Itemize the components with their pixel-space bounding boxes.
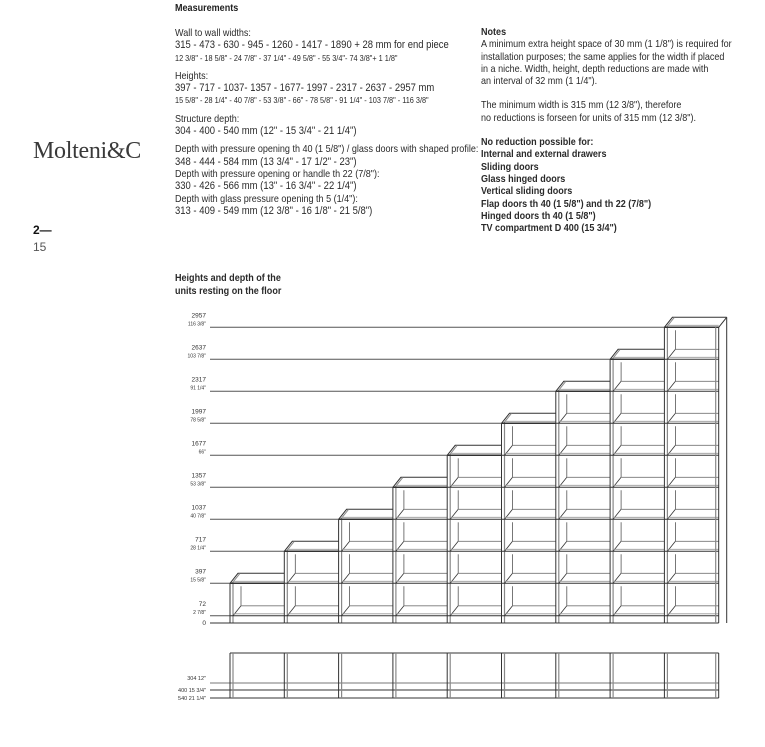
bookcase-unit — [664, 317, 726, 623]
notes-line: installation purposes; the same applies for the width if placed — [481, 50, 725, 63]
no-reduction-item: Flap doors th 40 (1 5/8") and th 22 (7/8") — [481, 197, 652, 210]
compartment-edge — [505, 477, 513, 487]
height-label-mm: 717 — [195, 536, 206, 544]
notes-title: Notes — [481, 26, 507, 38]
elevation-diagram — [0, 312, 765, 640]
bookcase-unit — [284, 541, 338, 623]
height-label-in: 78 5/8" — [190, 417, 206, 424]
unit-top-edge — [341, 509, 349, 519]
unit-top — [610, 349, 664, 359]
compartment-edge — [559, 509, 567, 519]
unit-top-edge — [395, 477, 403, 487]
measurements-block — [175, 27, 478, 217]
bookcase-unit — [393, 477, 447, 623]
height-label-mm: 1357 — [191, 472, 206, 480]
depth-label: 400 15 3/4" — [178, 688, 206, 694]
compartment-edge — [505, 445, 513, 455]
bookcase-unit — [556, 381, 610, 623]
compartment-edge — [505, 509, 513, 519]
no-reduction-item: Internal and external drawers — [481, 148, 607, 161]
height-reference-lines — [210, 327, 672, 623]
compartment-edge — [613, 541, 621, 551]
height-label-mm: 72 — [198, 600, 206, 608]
unit-top — [447, 445, 501, 455]
compartment-edge — [450, 606, 458, 616]
compartment-edge — [667, 509, 675, 519]
notes-line: The minimum width is 315 mm (12 3/8"), therefore — [481, 99, 682, 112]
compartment-edge — [667, 573, 675, 583]
compartment-edge — [342, 541, 350, 551]
compartment-edge — [342, 573, 350, 583]
compartment-edge — [559, 573, 567, 583]
unit-top-edge — [449, 445, 457, 455]
compartment-edge — [613, 573, 621, 583]
unit-top-edge — [666, 317, 674, 327]
compartment-edge — [450, 541, 458, 551]
no-reduction-item: Glass hinged doors — [481, 172, 566, 185]
depth-plan-diagram — [0, 645, 765, 705]
compartment-edge — [667, 445, 675, 455]
compartment-edge — [667, 541, 675, 551]
height-labels — [188, 312, 207, 627]
no-reduction-item: Sliding doors — [481, 160, 539, 173]
unit-top — [339, 509, 393, 519]
compartment-edge — [396, 573, 404, 583]
compartment-edge — [396, 541, 404, 551]
notes-line: in a niche. Width, height, depth reductions are made with — [481, 62, 709, 75]
compartment-edge — [505, 573, 513, 583]
no-reduction-item: Hinged doors th 40 (1 5/8") — [481, 209, 596, 222]
bookcase-unit — [230, 573, 284, 623]
unit-top-edge — [558, 381, 566, 391]
depth-handle22-value: 330 - 426 - 566 mm (13" - 16 3/4" - 22 1/4") — [175, 180, 357, 193]
bookcase-units — [230, 317, 727, 623]
height-label-in: 91 1/4" — [190, 385, 206, 392]
compartment-edge — [667, 606, 675, 616]
height-label-mm: 397 — [195, 568, 206, 576]
widths-mm: 315 - 473 - 630 - 945 - 1260 - 1417 - 1890 + 28 mm for end piece — [175, 39, 449, 52]
notes-line: A minimum extra height space of 30 mm (1 1/8") is required for — [481, 38, 732, 51]
height-label-in: 103 7/8" — [187, 353, 206, 360]
compartment-edge — [505, 606, 513, 616]
notes-line: an interval of 32 mm (1 1/4"). — [481, 75, 598, 88]
heights-label: Heights: — [175, 69, 209, 82]
compartment-edge — [396, 509, 404, 519]
unit-top — [502, 413, 556, 423]
height-label-mm: 1997 — [191, 408, 206, 416]
unit-top — [393, 477, 447, 487]
depth-glass5-label: Depth with glass pressure opening th 5 (1/4"): — [175, 192, 358, 205]
measurements-title: Measurements — [175, 2, 239, 14]
compartment-edge — [559, 606, 567, 616]
no-reduction-item: Vertical sliding doors — [481, 185, 573, 198]
structure-depth-label: Structure depth: — [175, 112, 240, 125]
bookcase-unit — [610, 349, 664, 623]
page-number: 15 — [33, 240, 47, 254]
unit-top — [230, 573, 284, 583]
compartment-edge — [613, 606, 621, 616]
compartment-edge — [505, 541, 513, 551]
no-reduction-item: TV compartment D 400 (15 3/4") — [481, 222, 617, 235]
height-label-mm: 2317 — [191, 376, 206, 384]
heights-in: 15 5/8" - 28 1/4" - 40 7/8" - 53 3/8" - 66" - 78 5/8" - 91 1/4" - 103 7/8" - 116 3/8" — [175, 95, 429, 106]
compartment-edge — [667, 349, 675, 359]
plan-units — [210, 653, 719, 698]
depth-pressure40-value: 348 - 444 - 584 mm (13 3/4" - 17 1/2" - 23") — [175, 155, 357, 168]
depth-pressure40-label: Depth with pressure opening th 40 (1 5/8") / glass doors with shaped profile: — [175, 143, 479, 156]
height-label-in: 15 5/8" — [190, 577, 206, 584]
compartment-edge — [667, 477, 675, 487]
heights-mm: 397 - 717 - 1037- 1357 - 1677- 1997 - 2317 - 2637 - 2957 mm — [175, 82, 435, 95]
section-number: 2— — [33, 223, 52, 237]
compartment-edge — [613, 509, 621, 519]
compartment-edge — [450, 573, 458, 583]
height-label-in: 28 1/4" — [190, 545, 206, 552]
compartment-edge — [559, 445, 567, 455]
unit-top-edge — [286, 541, 294, 551]
compartment-edge — [613, 477, 621, 487]
height-label-in: 66" — [198, 449, 206, 456]
compartment-edge — [233, 606, 241, 616]
height-label-mm: 1677 — [191, 440, 206, 448]
compartment-edge — [559, 477, 567, 487]
height-label-in: 116 3/8" — [187, 321, 206, 328]
compartment-edge — [559, 541, 567, 551]
height-label-mm: 0 — [202, 620, 206, 627]
compartment-edge — [613, 381, 621, 391]
height-label-in: 40 7/8" — [190, 513, 206, 520]
no-reduction-title: No reduction possible for: — [481, 136, 594, 149]
compartment-edge — [287, 606, 295, 616]
brand-logo: Molteni&C — [33, 138, 141, 164]
compartment-edge — [287, 573, 295, 583]
unit-top-edge — [612, 349, 620, 359]
widths-label: Wall to wall widths: — [175, 27, 251, 39]
unit-top-edge — [719, 317, 727, 327]
notes-block — [481, 26, 732, 234]
depth-handle22-label: Depth with pressure opening or handle th 22 (7/8"): — [175, 167, 380, 180]
depth-label: 304 12" — [187, 676, 206, 682]
unit-top — [284, 541, 338, 551]
compartment-edge — [613, 445, 621, 455]
bookcase-unit — [447, 445, 501, 623]
unit-top-edge — [504, 413, 512, 423]
compartment-edge — [450, 477, 458, 487]
depth-glass5-value: 313 - 409 - 549 mm (12 3/8" - 16 1/8" - 21 5/8") — [175, 204, 373, 217]
notes-line: no reductions is forseen for units of 315 mm (12 3/8"). — [481, 111, 697, 124]
unit-top — [556, 381, 610, 391]
height-label-in: 2 7/8" — [193, 609, 206, 616]
structure-depth-value: 304 - 400 - 540 mm (12" - 15 3/4" - 21 1/4") — [175, 125, 357, 138]
unit-top-edge — [232, 573, 240, 583]
height-label-mm: 1037 — [191, 504, 206, 512]
height-label-mm: 2637 — [191, 344, 206, 352]
compartment-edge — [667, 413, 675, 423]
diagram-title — [175, 272, 304, 298]
compartment-edge — [559, 413, 567, 423]
height-label-mm: 2957 — [191, 312, 206, 320]
compartment-edge — [667, 381, 675, 391]
bookcase-unit — [502, 413, 556, 623]
depth-labels — [178, 676, 206, 702]
diagram-title-text: Heights and depth of the units resting on the floor — [175, 272, 282, 297]
widths-in: 12 3/8" - 18 5/8" - 24 7/8" - 37 1/4" - 49 5/8" - 55 3/4"- 74 3/8"+ 1 1/8" — [175, 52, 398, 63]
height-label-in: 53 3/8" — [190, 481, 206, 488]
compartment-edge — [450, 509, 458, 519]
bookcase-unit — [339, 509, 393, 623]
compartment-edge — [342, 606, 350, 616]
depth-label: 540 21 1/4" — [178, 696, 206, 702]
compartment-edge — [396, 606, 404, 616]
compartment-edge — [613, 413, 621, 423]
